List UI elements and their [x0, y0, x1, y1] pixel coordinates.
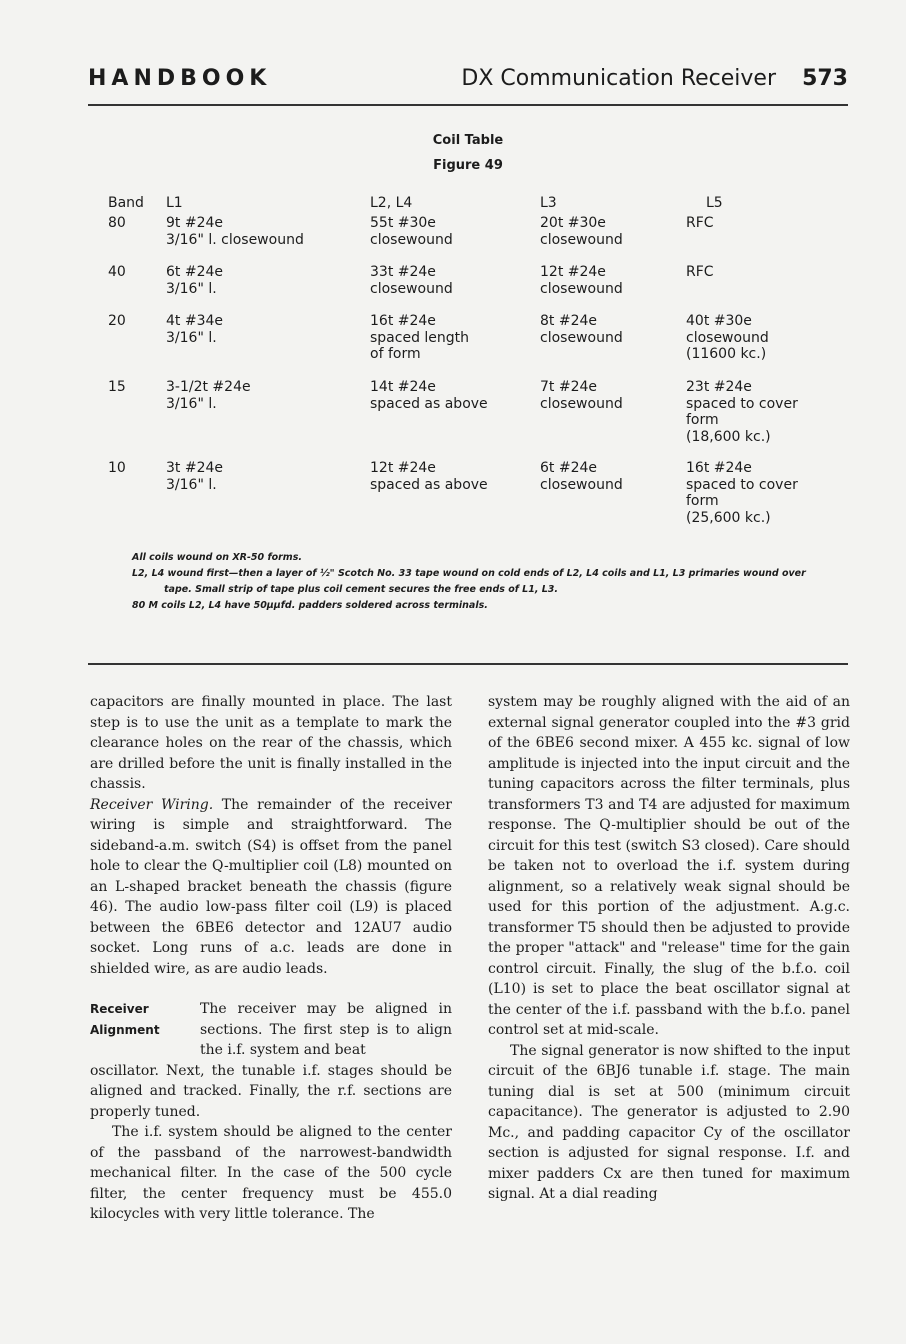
- paragraph: capacitors are finally mounted in place. The last step is to use the unit as a template to mark the clearance holes on the rear of the chassis, which are drilled before the unit is finally installed in the chassis.: [90, 694, 452, 792]
- table-rule: [88, 663, 848, 665]
- alignment-section: [90, 999, 452, 1061]
- table-cell: 20: [108, 313, 126, 329]
- left-column: [90, 692, 452, 1225]
- table-cell: 55t #30e closewound: [370, 215, 453, 248]
- column-header: L2, L4: [370, 195, 413, 211]
- column-header: Band: [108, 195, 144, 211]
- run-in-heading: Receiver Wiring.: [90, 796, 214, 813]
- column-header: L3: [540, 195, 557, 211]
- table-note: 80 M coils L2, L4 have 50µµfd. padders soldered across terminals.: [132, 600, 488, 611]
- table-cell: RFC: [686, 215, 714, 231]
- table-cell: 6t #24e 3/16" l.: [166, 264, 224, 297]
- table-cell: 40: [108, 264, 126, 280]
- column-header: L1: [166, 195, 183, 211]
- table-cell: 20t #30e closewound: [540, 215, 623, 248]
- table-cell: 33t #24e closewound: [370, 264, 453, 297]
- table-cell: 16t #24e spaced to cover form (25,600 kc.): [686, 460, 798, 526]
- right-column: [488, 692, 850, 1205]
- table-cell: 14t #24e spaced as above: [370, 379, 488, 412]
- table-note: All coils wound on XR-50 forms.: [132, 552, 302, 563]
- book-title: HANDBOOK: [88, 66, 272, 91]
- table-cell: RFC: [686, 264, 714, 280]
- column-header: L5: [706, 195, 723, 211]
- table-cell: 40t #30e closewound (11600 kc.): [686, 313, 769, 362]
- table-cell: 80: [108, 215, 126, 231]
- paragraph: system may be roughly aligned with the aid of an external signal generator coupled into the #3 grid of the 6BE6 second mixer. A 455 kc. signal of low amplitude is injected into the input circuit and the tuning capacitors across the filter terminals, plus transformers T3 and T4 are adjusted for maximum response. The Q-multiplier should be out of the circuit for this test (switch S3 closed). Care should be taken not to overload the i.f. system during alignment, so a relatively weak signal should be used for this portion of the adjustment. A.g.c. transformer T5 should then be adjusted to provide the proper "attack" and "release" time for the gain control circuit. Finally, the slug of the b.f.o. coil (L10) is set to place the beat oscillator signal at the center of the i.f. passband with the b.f.o. panel control set at mid-scale.: [488, 694, 850, 1038]
- table-cell: 16t #24e spaced length of form: [370, 313, 470, 362]
- page-number: 573: [802, 66, 848, 91]
- table-cell: 9t #24e 3/16" l. closewound: [166, 215, 304, 248]
- table-cell: 12t #24e spaced as above: [370, 460, 488, 493]
- table-cell: 12t #24e closewound: [540, 264, 623, 297]
- table-cell: 23t #24e spaced to cover form (18,600 kc.): [686, 379, 798, 445]
- page-header: [88, 66, 848, 100]
- table-cell: 8t #24e closewound: [540, 313, 623, 346]
- paragraph: Receiver Wiring. The remainder of the receiver wiring is simple and straightforward. The sideband-a.m. switch (S4) is offset from the panel hole to clear the Q-multiplier coil (L8) mounted on an L-shaped bracket beneath the chassis (figure 46). The audio low-pass filter coil (L9) is placed between the 6BE6 detector and 12AU7 audio socket. Long runs of a.c. leads are done in shielded wire, as are audio leads.: [90, 796, 452, 977]
- table-cell: 4t #34e 3/16" l.: [166, 313, 224, 346]
- paragraph: The receiver may be aligned in sections. The first step is to align the i.f. system and beat: [200, 1001, 452, 1058]
- table-cell: 7t #24e closewound: [540, 379, 623, 412]
- side-heading: Receiver Alignment: [90, 1002, 160, 1037]
- paragraph: The signal generator is now shifted to the input circuit of the 6BJ6 tunable i.f. stage. The main tuning dial is set at 500 (minimum circuit capacitance). The generator is adjusted to 2.90 Mc., and padding capacitor Cy of the oscillator section is adjusted for signal response. I.f. and mixer padders Cx are then tuned for maximum signal. At a dial reading: [488, 1042, 850, 1202]
- table-cell: 15: [108, 379, 126, 395]
- table-title: Coil Table: [432, 133, 504, 148]
- figure-label: Figure 49: [433, 158, 503, 173]
- table-cell: 3t #24e 3/16" l.: [166, 460, 224, 493]
- section-title: DX Communication Receiver: [461, 66, 776, 91]
- table-note: L2, L4 wound first—then a layer of ½" Scotch No. 33 tape wound on cold ends of L2, L4 coils and L1, L3 primaries wound over tape. Small strip of tape plus coil cement secures the free ends of L1, L3.: [132, 568, 806, 595]
- paragraph: The i.f. system should be aligned to the center of the passband of the narrowest-bandwidth mechanical filter. In the case of the 500 cycle filter, the center frequency must be 455.0 kilocycles with very little tolerance. The: [90, 1124, 452, 1222]
- table-cell: 6t #24e closewound: [540, 460, 623, 493]
- table-cell: 10: [108, 460, 126, 476]
- table-notes: [132, 550, 812, 614]
- paragraph: oscillator. Next, the tunable i.f. stages should be aligned and tracked. Finally, the r.f. sections are properly tuned.: [90, 1062, 452, 1120]
- header-rule: [88, 104, 848, 106]
- table-cell: 3-1/2t #24e 3/16" l.: [166, 379, 251, 412]
